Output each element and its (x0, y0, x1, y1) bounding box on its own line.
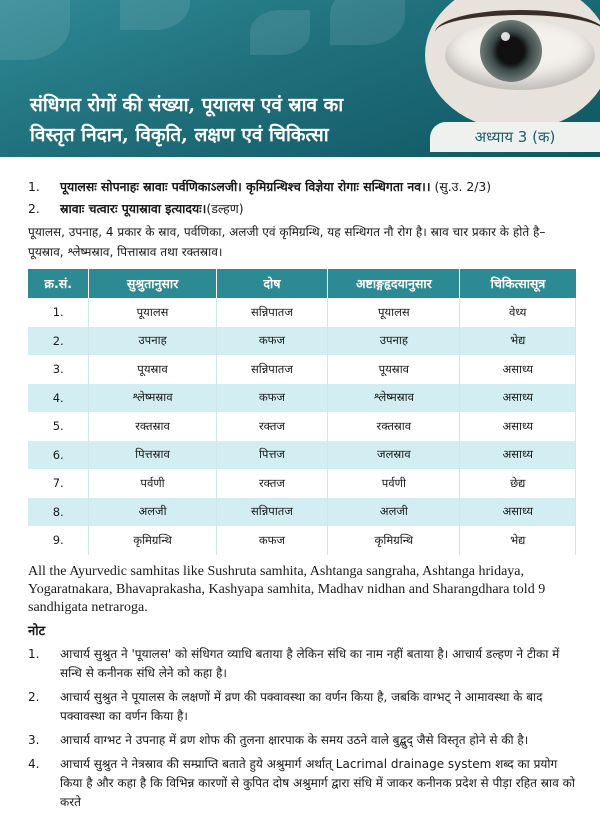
col-header-serial: क्र.सं. (28, 269, 89, 298)
cell-sushruta: अलजी (89, 498, 216, 527)
cell-treatment: वेध्य (460, 298, 576, 327)
cell-ashtanga: कृमिग्रन्थि (328, 526, 460, 555)
cell-dosha: सन्निपातज (216, 498, 328, 527)
note-text: आचार्य सुश्रुत ने 'पूयालस' को संधिगत व्याधि बताया है लेकिन संधि का नाम नहीं बताया है। आचार्य डल्हण ने टीका में सन्धि से कनीनक संधि लेने को कहा है। (60, 646, 560, 680)
table-header-row (28, 269, 576, 298)
cell-treatment: असाध्य (460, 355, 576, 384)
leaf-decoration (120, 0, 190, 30)
cell-dosha: सन्निपातज (216, 355, 328, 384)
note-item (28, 755, 576, 812)
cell-ashtanga: श्लेष्मस्राव (328, 384, 460, 413)
note-number: 1. (28, 646, 40, 661)
leaf-decoration (250, 10, 310, 55)
cell-dosha: पित्तज (216, 441, 328, 470)
note-text: आचार्य वाग्भट ने उपनाह में व्रण शोफ की तुलना क्षारपाक के समय उठने वाले बुद्बुद् जैसे विस्तृत होने से की है। (60, 732, 529, 747)
note-text: आचार्य सुश्रुत ने नेत्रस्राव की सम्प्राप्ति बताते हुये अश्रुमार्ग अर्थात् Lacrimal drainage system शब्द का प्रयोग किया है और कहा है कि विभिन्न कारणों से कुपित दोष अश्रुमार्ग द्वारा संधि में जाकर कनीनक प्रदेश से पीड़ा रहित स्राव को करते (60, 756, 575, 809)
page-content (28, 176, 576, 817)
leaf-decoration (330, 0, 405, 45)
cell-serial: 4. (28, 384, 89, 413)
cell-treatment: असाध्य (460, 412, 576, 441)
cell-dosha: सन्निपातज (216, 298, 328, 327)
cell-dosha: रक्तज (216, 469, 328, 498)
note-text: आचार्य सुश्रुत ने पूयालस के लक्षणों में व्रण की पक्वावस्था का वर्णन किया है, जबकि वाग्भट् ने आमावस्था के बाद पक्वावस्था का वर्णन किया है। (60, 689, 543, 723)
cell-ashtanga: अलजी (328, 498, 460, 527)
table-row (28, 498, 576, 527)
leaf-decoration (0, 0, 70, 60)
note-number: 2. (28, 689, 40, 704)
chapter-title-line1: संधिगत रोगों की संख्या, पूयालस एवं स्राव का (30, 94, 344, 116)
cell-ashtanga: पूयालस (328, 298, 460, 327)
cell-dosha: कफज (216, 526, 328, 555)
sutra-reference: (डल्हण) (206, 201, 244, 216)
cell-treatment: छेद्य (460, 469, 576, 498)
cell-sushruta: कृमिग्रन्थि (89, 526, 216, 555)
sutra-number: 2. (28, 201, 40, 216)
note-item (28, 645, 576, 683)
cell-sushruta: पित्तस्राव (89, 441, 216, 470)
sutra-reference: (सु.उ. 2/3) (434, 179, 492, 194)
sutra-line (28, 176, 576, 197)
cell-serial: 8. (28, 498, 89, 527)
table-row (28, 298, 576, 327)
cell-sushruta: उपनाह (89, 327, 216, 356)
cell-sushruta: पूयालस (89, 298, 216, 327)
cell-sushruta: पर्वणी (89, 469, 216, 498)
cell-sushruta: रक्तस्राव (89, 412, 216, 441)
cell-treatment: असाध्य (460, 498, 576, 527)
chapter-number-tab: अध्याय 3 (क) (430, 122, 600, 152)
col-header-sushruta: सुश्रुतानुसार (89, 269, 216, 298)
sutra-line (28, 198, 576, 219)
col-header-ashtanga: अष्टाङ्गहृदयानुसार (328, 269, 460, 298)
cell-ashtanga: रक्तस्राव (328, 412, 460, 441)
table-row (28, 327, 576, 356)
cell-sushruta: पूयस्राव (89, 355, 216, 384)
table-row (28, 384, 576, 413)
cell-ashtanga: पूयस्राव (328, 355, 460, 384)
disease-table (28, 269, 576, 555)
chapter-header-banner (0, 0, 600, 157)
notes-heading: नोट (28, 623, 46, 639)
note-item (28, 688, 576, 726)
cell-sushruta: श्लेष्मस्राव (89, 384, 216, 413)
table-row (28, 355, 576, 384)
chapter-title (30, 90, 430, 150)
chapter-title-line2: विस्तृत निदान, विकृति, लक्षण एवं चिकित्सा (30, 124, 329, 146)
cell-treatment: असाध्य (460, 441, 576, 470)
sutra-number: 1. (28, 179, 40, 194)
table-row (28, 526, 576, 555)
table-row (28, 441, 576, 470)
table-body (28, 298, 576, 555)
cell-serial: 2. (28, 327, 89, 356)
note-item (28, 731, 576, 750)
sutra-text: स्रावाः चत्वारः पूयास्रावा इत्यादयः। (60, 201, 207, 216)
sutra-text: पूयालसः सोपनाहः स्रावाः पर्वणिकाऽलजी। कृमिग्रन्थिश्च विज्ञेया रोगाः सन्धिगता नव।। (60, 179, 431, 194)
note-number: 3. (28, 732, 40, 747)
col-header-dosha: दोष (216, 269, 328, 298)
cell-serial: 5. (28, 412, 89, 441)
cell-serial: 6. (28, 441, 89, 470)
cell-ashtanga: जलस्राव (328, 441, 460, 470)
cell-treatment: भेद्य (460, 327, 576, 356)
cell-serial: 9. (28, 526, 89, 555)
cell-serial: 1. (28, 298, 89, 327)
cell-dosha: कफज (216, 384, 328, 413)
col-header-treatment: चिकित्सासूत्र (460, 269, 576, 298)
eye-image (425, 0, 600, 130)
note-number: 4. (28, 756, 40, 771)
cell-dosha: कफज (216, 327, 328, 356)
english-paragraph: All the Ayurvedic samhitas like Sushruta samhita, Ashtanga sangraha, Ashtanga hridaya, Yogaratnakara, Bhavaprakasha, Kashyapa samhita, Madhav nidhan and Sharangdhara told 9 sandhigata netraroga. (28, 563, 546, 615)
cell-serial: 7. (28, 469, 89, 498)
table-row (28, 412, 576, 441)
cell-ashtanga: पर्वणी (328, 469, 460, 498)
cell-treatment: भेद्य (460, 526, 576, 555)
cell-treatment: असाध्य (460, 384, 576, 413)
cell-ashtanga: उपनाह (328, 327, 460, 356)
cell-serial: 3. (28, 355, 89, 384)
table-row (28, 469, 576, 498)
cell-dosha: रक्तज (216, 412, 328, 441)
intro-paragraph: पूयालस, उपनाह, 4 प्रकार के स्राव, पर्वणिका, अलजी एवं कृमिग्रन्थि, यह सन्धिगत नौ रोग है। स्राव चार प्रकार के होते है– पूयस्राव, श्लेष्मस्राव, पित्तास्राव तथा रक्तस्राव। (28, 225, 546, 259)
